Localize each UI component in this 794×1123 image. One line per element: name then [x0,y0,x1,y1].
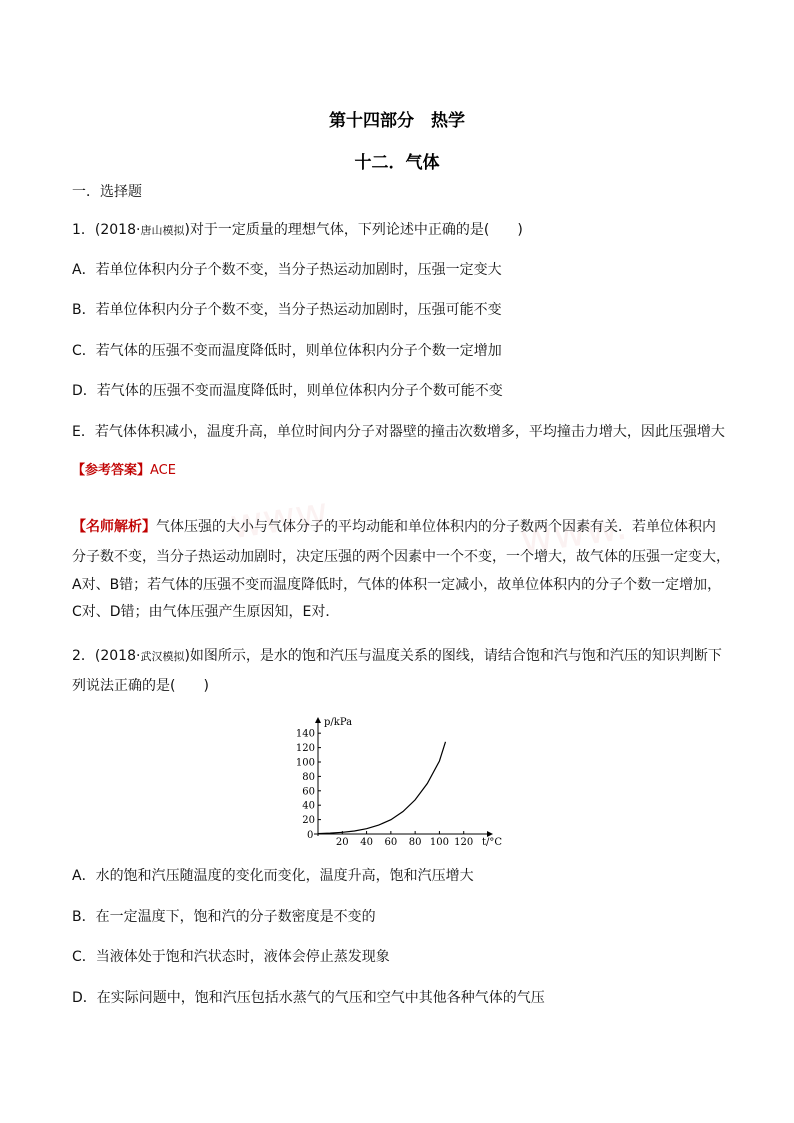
question-2-source: 武汉模拟 [140,650,185,663]
y-tick-label: 120 [295,743,315,755]
question-1-option-b: B．若单位体积内分子个数不变，当分子热运动加剧时，压强可能不变 [72,302,502,318]
question-1-source: 唐山模拟 [140,224,185,237]
origin-label: 0 [307,830,314,841]
question-1-option-c: C．若气体的压强不变而温度降低时，则单位体积内分子个数一定增加 [72,343,502,359]
part-title: 第十四部分 热学 [329,111,465,131]
question-2-option-c: C．当液体处于饱和汽状态时，液体会停止蒸发现象 [72,949,390,965]
question-1-analysis-line-2: 分子数不变，当分子热运动加剧时，决定压强的两个因素中一个不变，一个增大，故气体的压强一定变大， [72,549,730,565]
y-tick-label: 20 [302,815,315,827]
answer-tag: 【参考答案】 [72,463,151,478]
question-2-option-d: D．在实际问题中，饱和汽压包括水蒸气的气压和空气中其他各种气体的气压 [72,990,545,1006]
x-tick-label: 40 [360,837,373,848]
question-1-option-e: E．若气体体积减小，温度升高，单位时间内分子对器壁的撞击次数增多，平均撞击力增大，因此压强增大 [72,424,725,440]
question-1-option-d: D．若气体的压强不变而温度降低时，则单位体积内分子个数可能不变 [72,383,503,399]
y-tick-label: 100 [295,757,315,769]
section-title: 十二．气体 [354,153,440,173]
question-2-option-b: B．在一定温度下，饱和汽的分子数密度是不变的 [72,909,376,925]
watermark: www. [227,487,340,549]
x-tick-label: 100 [429,837,449,848]
x-tick-label: 20 [335,837,349,848]
saturation-pressure-curve [318,742,446,834]
question-2-text: )如图所示，是水的饱和汽压与温度关系的图线，请结合饱和汽与饱和汽压的知识判断下 [184,648,722,664]
answer-value: ACE [150,463,176,478]
question-1-analysis-line-1 [72,517,716,537]
x-tick-label: 60 [384,837,398,848]
y-tick-label: 80 [302,771,315,783]
question-1-text: )对于一定质量的理想气体，下列论述中正确的是( ) [184,222,523,238]
y-tick-label: 140 [295,728,315,740]
question-1-analysis-line-4: C对、D错；由气体压强产生原因知，E对． [72,604,340,620]
x-tick-label: 120 [454,837,474,848]
chart-ticks [296,729,473,848]
analysis-tag: 【名师解析】 [72,519,156,535]
question-1-option-a: A．若单位体积内分子个数不变，当分子热运动加剧时，压强一定变大 [72,262,502,278]
question-2-stem-line-1 [72,646,722,667]
question-2-prefix: 2．(2018· [72,648,141,664]
y-axis-label: p/kPa [324,717,353,728]
x-axis-label: t/°C [482,837,503,848]
y-tick-label: 60 [302,786,315,798]
question-2-stem-line-2: 列说法正确的是( ) [72,678,209,694]
question-2-option-a: A．水的饱和汽压随温度的变化而变化，温度升高，饱和汽压增大 [72,868,474,884]
watermark: www. [517,502,630,564]
question-1-answer [72,461,176,481]
chart-axes [314,718,492,836]
question-1-prefix: 1．(2018· [72,222,141,238]
y-tick-label: 40 [302,800,315,812]
section-heading: 一．选择题 [72,184,142,200]
question-1-stem [72,220,523,241]
vapor-pressure-chart [290,712,510,852]
analysis-text: 气体压强的大小与气体分子的平均动能和单位体积内的分子数两个因素有关．若单位体积内 [156,519,716,535]
question-1-analysis-line-3: A对、B错；若气体的压强不变而温度降低时，气体的体积一定减小，故单位体积内的分子个数一定增加， [72,577,722,593]
x-tick-label: 80 [408,837,422,848]
